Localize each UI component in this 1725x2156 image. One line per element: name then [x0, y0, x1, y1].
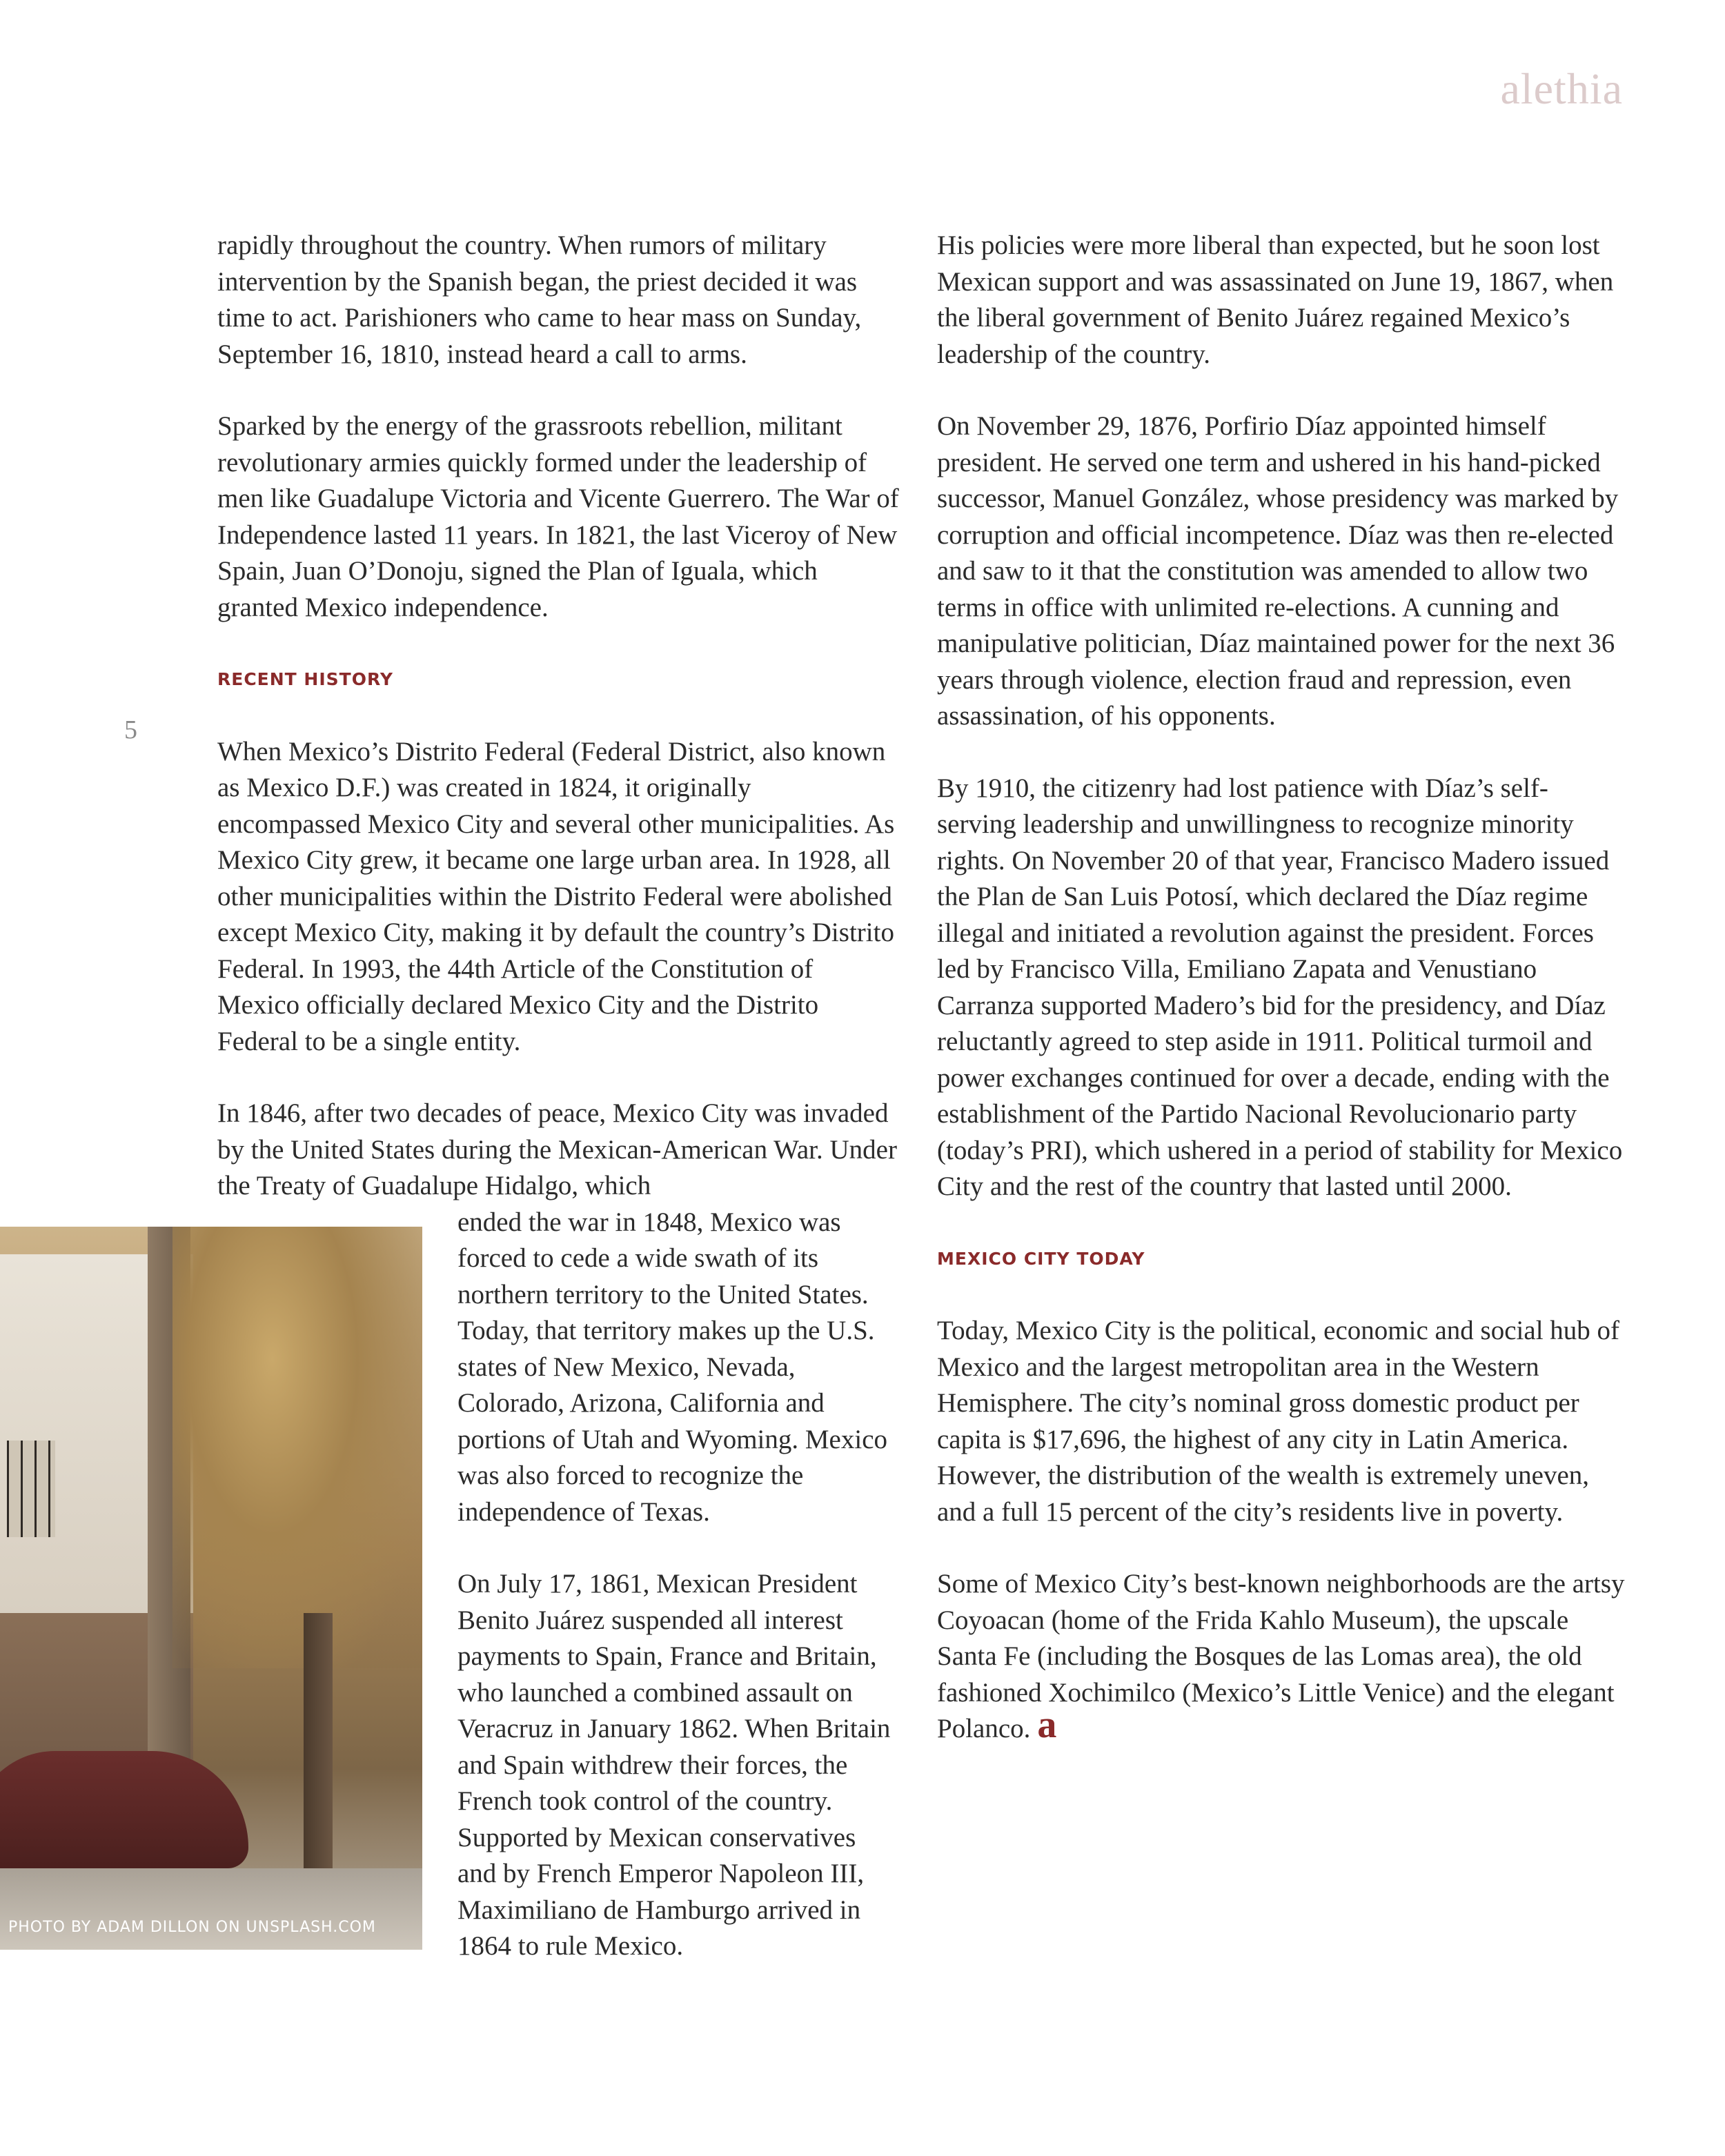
paragraph: rapidly throughout the country. When rumors of military intervention by the Spanish began, the priest decided it was time to act. Parishioners who came to hear mass on Sunday, September 16, 1810, instead heard a call to arms. — [217, 230, 862, 369]
end-mark-logo: a — [1037, 1703, 1057, 1746]
photo-vintage-car — [0, 1751, 248, 1868]
paragraph: When Mexico’s Distrito Federal (Federal District, also known as Mexico D.F.) was created in 1824, it originally encompassed Mexico City and several other municipalities. As Mexico City grew, it became one large urban area. In 1928, all other municipalities within the Distrito Federal were abolished except Mexico City, making it by default the country’s Distrito Federal. In 1993, the 44th Article of the Constitution of Mexico officially declared Mexico City and the Distrito Federal to be a single entity. — [217, 736, 895, 1056]
section-heading-mexico-city-today: MEXICO CITY TODAY — [937, 1248, 1145, 1269]
paragraph-text: Some of Mexico City’s best-known neighborhoods are the artsy Coyoacan (home of the Frida Kahlo Museum), the upscale Santa Fe (including the Bosques de las Lomas area), the old fashioned Xochimilco (Mexico’s Little Venice) and the elegant Polanco. — [937, 1569, 1625, 1743]
right-column — [937, 228, 1627, 1783]
paragraph: ended the war in 1848, Mexico was forced to cede a wide swath of its northern territory to the United States. Today, that territory makes up the U.S. states of New Mexico, Nevada, Colorado, Arizona, California and portions of Utah and Wyoming. Mexico was also forced to recognize the independence of Texas. — [457, 1207, 888, 1527]
paragraph: By 1910, the citizenry had lost patience with Díaz’s self-serving leadership and unwillingness to recognize minority rights. On November 20 of that year, Francisco Madero issued the Plan de San Luis Potosí, which declared the Díaz regime illegal and initiated a revolution against the president. Forces led by Francisco Villa, Emiliano Zapata and Venustiano Carranza supported Madero’s bid for the presidency, and Díaz reluctantly agreed to step aside in 1911. Political turmoil and power exchanges continued for over a decade, ending with the establishment of the Partido Nacional Revolucionario party (today’s PRI), which ushered in a period of stability for Mexico City and the rest of the country that lasted until 2000. — [937, 773, 1623, 1201]
photo-windows — [7, 1441, 55, 1537]
paragraph: On November 29, 1876, Porfirio Díaz appointed himself president. He served one term and ushered in his hand-picked successor, Manuel González, whose presidency was marked by corruption and official incompetence. Díaz was then re-elected and saw to it that the constitution was amended to allow two terms in office with unlimited re-elections. A cunning and manipulative politician, Díaz maintained power for the next 36 years through violence, election fraud and repression, even assassination, of his opponents. — [937, 411, 1619, 731]
photo-credit: PHOTO BY ADAM DILLON ON UNSPLASH.COM — [8, 1919, 376, 1936]
paragraph: Today, Mexico City is the political, economic and social hub of Mexico and the largest metropolitan area in the Western Hemisphere. The city’s nominal gross domestic product per capita is $17,696, the highest of any city in Latin America. However, the distribution of the wealth is extremely uneven, and a full 15 percent of the city’s residents live in poverty. — [937, 1316, 1620, 1527]
photo-sidewalk — [0, 1868, 422, 1950]
paragraph: On July 17, 1861, Mexican President Benito Juárez suspended all interest payments to Spain, France and Britain, who launched a combined assault on Veracruz in January 1862. When Britain and Spain withdrew their forces, the French took control of the country. Supported by Mexican conservatives and by French Emperor Napoleon III, Maximiliano de Hamburgo arrived in 1864 to rule Mexico. — [457, 1569, 891, 1961]
page-number: 5 — [124, 715, 137, 744]
section-heading-recent-history: RECENT HISTORY — [217, 669, 393, 689]
photo-tree-foliage — [172, 1227, 422, 1668]
paragraph: In 1846, after two decades of peace, Mexico City was invaded by the United States during the Mexican-American War. Under the Treaty of Guadalupe Hidalgo, which — [217, 1098, 897, 1200]
masthead-logo: alethia — [1500, 64, 1623, 113]
paragraph — [937, 1566, 1627, 1748]
paragraph: Sparked by the energy of the grassroots rebellion, militant revolutionary armies quickly formed under the leadership of men like Guadalupe Victoria and Vicente Guerrero. The War of Independence lasted 11 years. In 1821, the last Viceroy of New Spain, Juan O’Donoju, signed the Plan of Iguala, which granted Mexico independence. — [217, 411, 899, 622]
street-photo — [0, 1227, 422, 1950]
paragraph: His policies were more liberal than expected, but he soon lost Mexican support and was assassinated on June 19, 1867, when the liberal government of Benito Juárez regained Mexico’s leadership of the country. — [937, 230, 1614, 369]
